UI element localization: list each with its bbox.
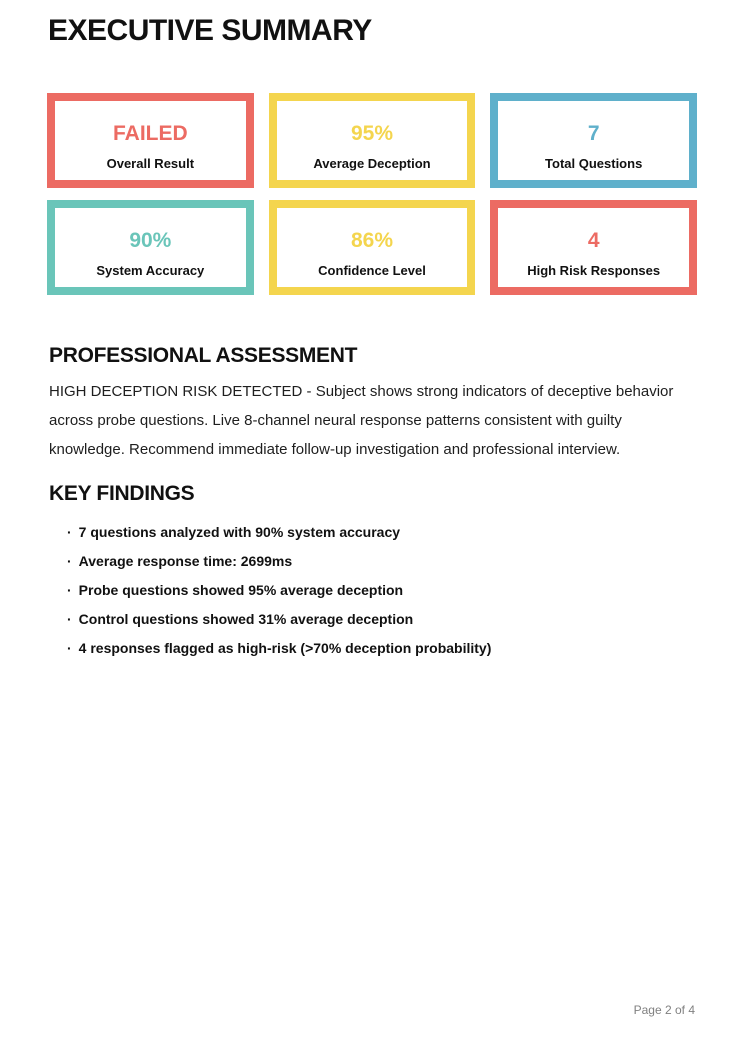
metric-card-overall-result: [47, 93, 254, 188]
metric-value: 95%: [350, 122, 393, 145]
metric-card-high-risk-responses: [490, 200, 697, 295]
key-finding-item: · Probe questions showed 95% average deception: [67, 576, 491, 605]
key-finding-item: · 7 questions analyzed with 90% system accuracy: [67, 518, 491, 547]
metric-card-average-deception: [269, 93, 476, 188]
metric-card-total-questions: [490, 93, 697, 188]
metric-card-system-accuracy: [47, 200, 254, 295]
metric-value: 7: [587, 122, 600, 145]
metric-value: 4: [587, 229, 600, 252]
key-finding-item: · Average response time: 2699ms: [67, 547, 491, 576]
assessment-body: HIGH DECEPTION RISK DETECTED - Subject shows strong indicators of deceptive behavior across probe questions. Live 8-channel neural response patterns consistent with guilty knowledge. Recommend immediate follow-up investigation and professional interview.: [49, 383, 674, 458]
metric-label: Confidence Level: [318, 263, 426, 278]
key-finding-item: · 4 responses flagged as high-risk (>70% deception probability): [67, 634, 491, 663]
key-findings-list: [47, 518, 491, 663]
metric-value: 90%: [129, 229, 172, 252]
metric-value: FAILED: [112, 122, 188, 145]
metric-label: Overall Result: [106, 156, 195, 171]
metric-value: 86%: [350, 229, 393, 252]
metrics-grid: [47, 93, 697, 295]
metric-label: High Risk Responses: [527, 263, 661, 278]
assessment-heading: PROFESSIONAL ASSESSMENT: [49, 344, 358, 367]
key-finding-item: · Control questions showed 31% average deception: [67, 605, 491, 634]
page-title: EXECUTIVE SUMMARY: [48, 14, 372, 47]
metric-card-confidence-level: [269, 200, 476, 295]
page-number: Page 2 of 4: [633, 1003, 695, 1017]
metric-label: Total Questions: [545, 156, 643, 171]
metric-label: Average Deception: [313, 156, 431, 171]
metric-label: System Accuracy: [96, 263, 205, 278]
key-findings-heading: KEY FINDINGS: [49, 482, 195, 505]
